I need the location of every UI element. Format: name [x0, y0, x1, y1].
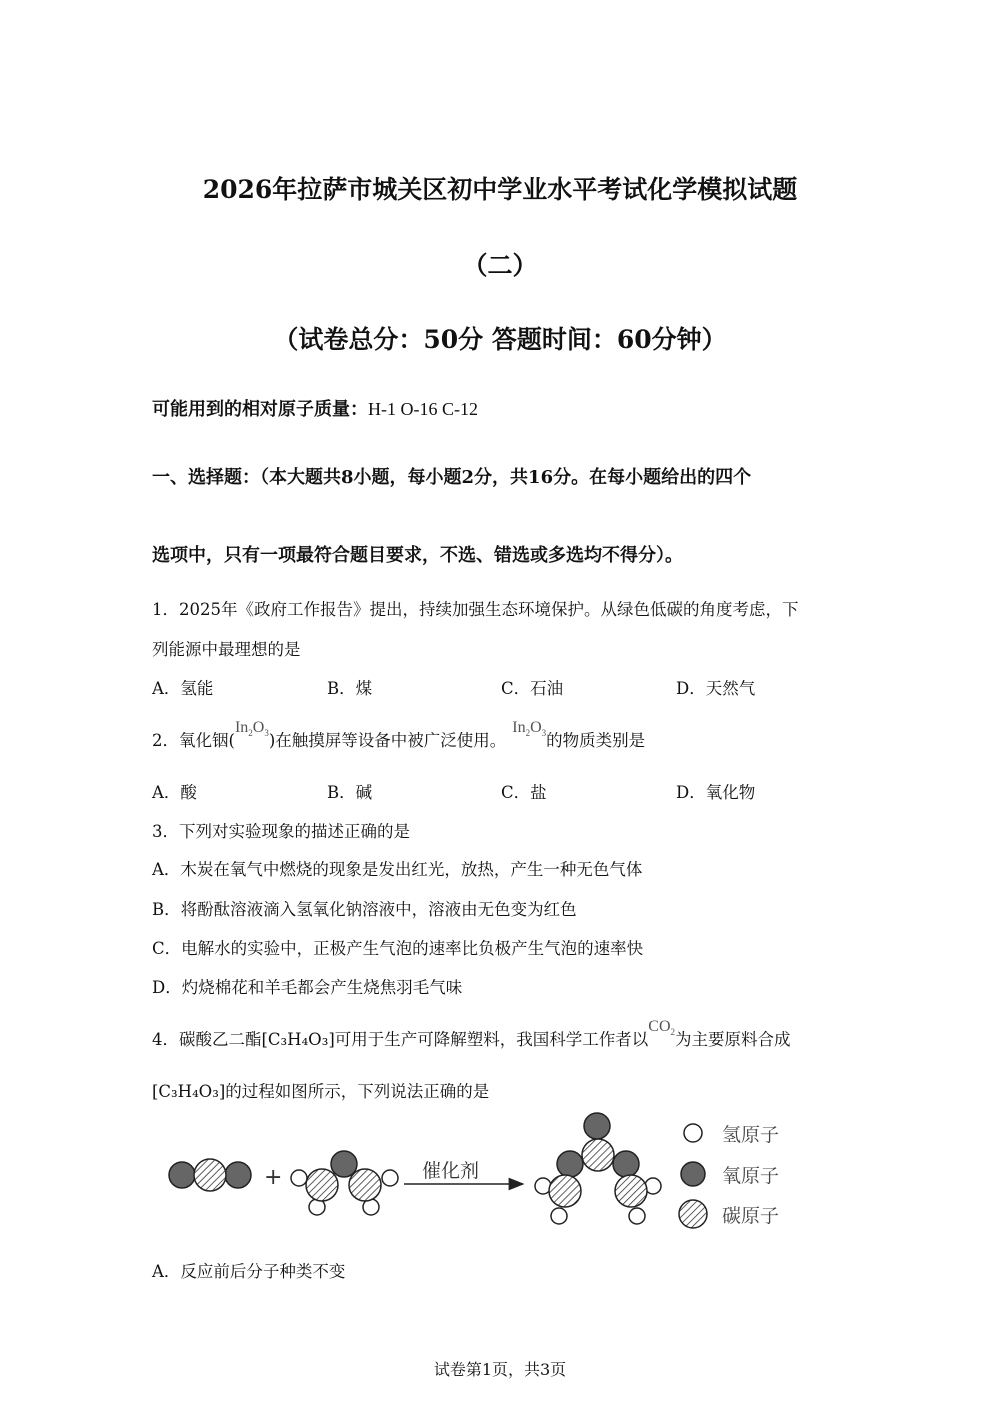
- q4-stem-part2: 为主要原料合成: [675, 1030, 791, 1049]
- legend-carbon-icon: [679, 1200, 707, 1228]
- atomic-mass-line: [152, 395, 478, 421]
- q2-formula-in2o3-2: $In_2O_3$: [512, 719, 547, 739]
- q2-stem: [152, 719, 646, 752]
- q1-option-b: B．煤: [327, 679, 373, 698]
- q1-stem-line1: 1．2025年《政府工作报告》提出，持续加强生态环境保护。从绿色低碳的角度考虑，下: [152, 600, 799, 619]
- page-footer: 试卷第1页，共3页: [433, 1360, 567, 1379]
- section1-line2: 选项中，只有一项最符合题目要求，不选、错选或多选均不得分）。: [152, 545, 683, 566]
- q2-option-c: C．盐: [501, 783, 547, 802]
- exam-title: 2026年拉萨市城关区初中学业水平考试化学模拟试题: [202, 175, 798, 204]
- q4-stem-line1: [152, 1018, 791, 1051]
- catalyst-label: 催化剂: [422, 1160, 480, 1182]
- q2-option-a: A．酸: [152, 783, 197, 802]
- q2-stem-part2: )在触摸屏等设备中被广泛使用。: [268, 731, 507, 750]
- atomic-mass-label: 可能用到的相对原子质量：: [152, 399, 368, 420]
- plus-sign: +: [264, 1165, 283, 1190]
- q3-option-a: A．木炭在氧气中燃烧的现象是发出红光，放热，产生一种无色气体: [152, 860, 643, 879]
- q2-formula-in2o3: $In_2O_3$: [234, 719, 269, 739]
- q4-formula-co2: $CO_2$: [648, 1018, 675, 1038]
- section1-line1: 一、选择题：（本大题共8小题，每小题2分，共16分。在每小题给出的四个: [152, 467, 752, 488]
- q2-option-d: D．氧化物: [676, 783, 756, 802]
- legend-oxygen-icon: [681, 1162, 705, 1186]
- atomic-mass-values: H-1 O-16 C-12: [368, 399, 478, 419]
- q4-option-a: A．反应前后分子种类不变: [152, 1262, 346, 1281]
- q3-option-d: D．灼烧棉花和羊毛都会产生烧焦羽毛气味: [152, 978, 463, 997]
- product-molecule: [535, 1113, 661, 1224]
- q1-option-a: A．氢能: [152, 679, 214, 698]
- q1-option-d: D．天然气: [676, 679, 756, 698]
- q4-stem-part1: 4．碳酸乙二酯[C₃H₄O₃]可用于生产可降解塑料，我国科学工作者以: [152, 1030, 649, 1049]
- exam-title-part2: （二）: [462, 251, 538, 280]
- q2-stem-part3: 的物质类别是: [546, 731, 646, 750]
- q3-option-b: B．将酚酞溶液滴入氢氧化钠溶液中，溶液由无色变为红色: [152, 900, 577, 919]
- q2-option-b: B．碱: [327, 783, 373, 802]
- co2-molecule: [169, 1159, 251, 1191]
- q1-stem-line2: 列能源中最理想的是: [152, 640, 301, 659]
- q1-option-c: C．石油: [501, 679, 564, 698]
- legend: [679, 1124, 779, 1228]
- q3-option-c: C．电解水的实验中，正极产生气泡的速率比负极产生气泡的速率快: [152, 939, 644, 958]
- q3-stem: 3．下列对实验现象的描述正确的是: [152, 822, 410, 841]
- legend-carbon-label: 碳原子: [722, 1205, 780, 1227]
- exam-info: （试卷总分：50分 答题时间：60分钟）: [273, 325, 727, 354]
- legend-hydrogen-label: 氢原子: [722, 1124, 780, 1146]
- q2-stem-part1: 2．氧化铟(: [152, 731, 235, 750]
- legend-hydrogen-icon: [684, 1124, 702, 1142]
- q4-stem-line2: [C₃H₄O₃]的过程如图所示，下列说法正确的是: [152, 1082, 490, 1101]
- epoxide-molecule: [291, 1151, 398, 1215]
- reaction-diagram: [160, 1108, 820, 1233]
- legend-oxygen-label: 氧原子: [722, 1165, 780, 1187]
